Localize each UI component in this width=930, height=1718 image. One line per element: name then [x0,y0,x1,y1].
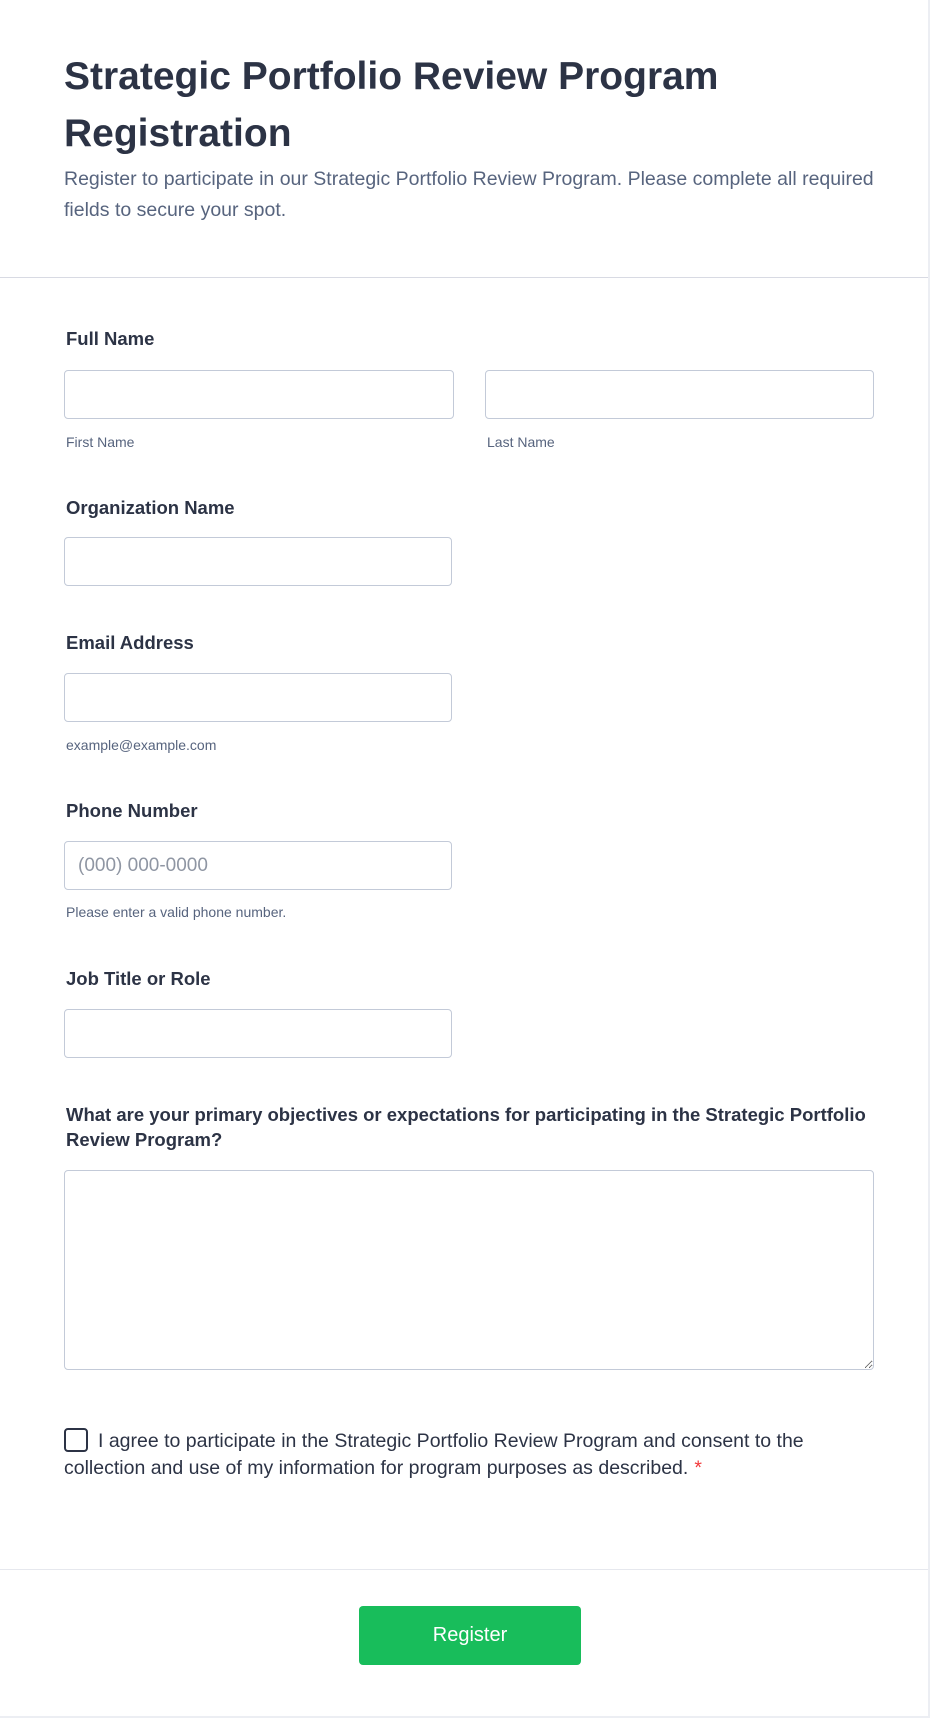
last-name-sublabel: Last Name [487,434,555,450]
email-sublabel: example@example.com [66,737,217,753]
phone-sublabel: Please enter a valid phone number. [66,904,287,920]
full-name-label: Full Name [66,328,155,349]
header-divider [0,277,928,278]
form-description: Register to participate in our Strategic Portfolio Review Program. Please complete all required fields to secure your spot. [64,168,874,221]
objectives-textarea[interactable] [64,1170,874,1370]
job-title-input[interactable] [64,1009,452,1058]
email-input[interactable] [64,673,452,722]
footer-divider [0,1569,928,1570]
page-title: Strategic Portfolio Review Program Registration [64,55,719,155]
phone-label: Phone Number [66,800,198,821]
first-name-input[interactable] [64,370,454,419]
consent-checkbox[interactable] [64,1428,88,1452]
register-button[interactable]: Register [359,1606,581,1665]
email-label: Email Address [66,632,194,653]
objectives-label: What are your primary objectives or expectations for participating in the Strategic Portfolio Review Program? [66,1104,866,1150]
consent-row [64,1428,824,1482]
consent-label[interactable]: I agree to participate in the Strategic Portfolio Review Program and consent to the collection and use of my information for program purposes as described. [64,1430,804,1479]
phone-input[interactable] [64,841,452,890]
required-asterisk: * [694,1457,702,1479]
organization-label: Organization Name [66,497,235,518]
last-name-input[interactable] [485,370,874,419]
first-name-sublabel: First Name [66,434,135,450]
organization-input[interactable] [64,537,452,586]
job-title-label: Job Title or Role [66,968,211,989]
